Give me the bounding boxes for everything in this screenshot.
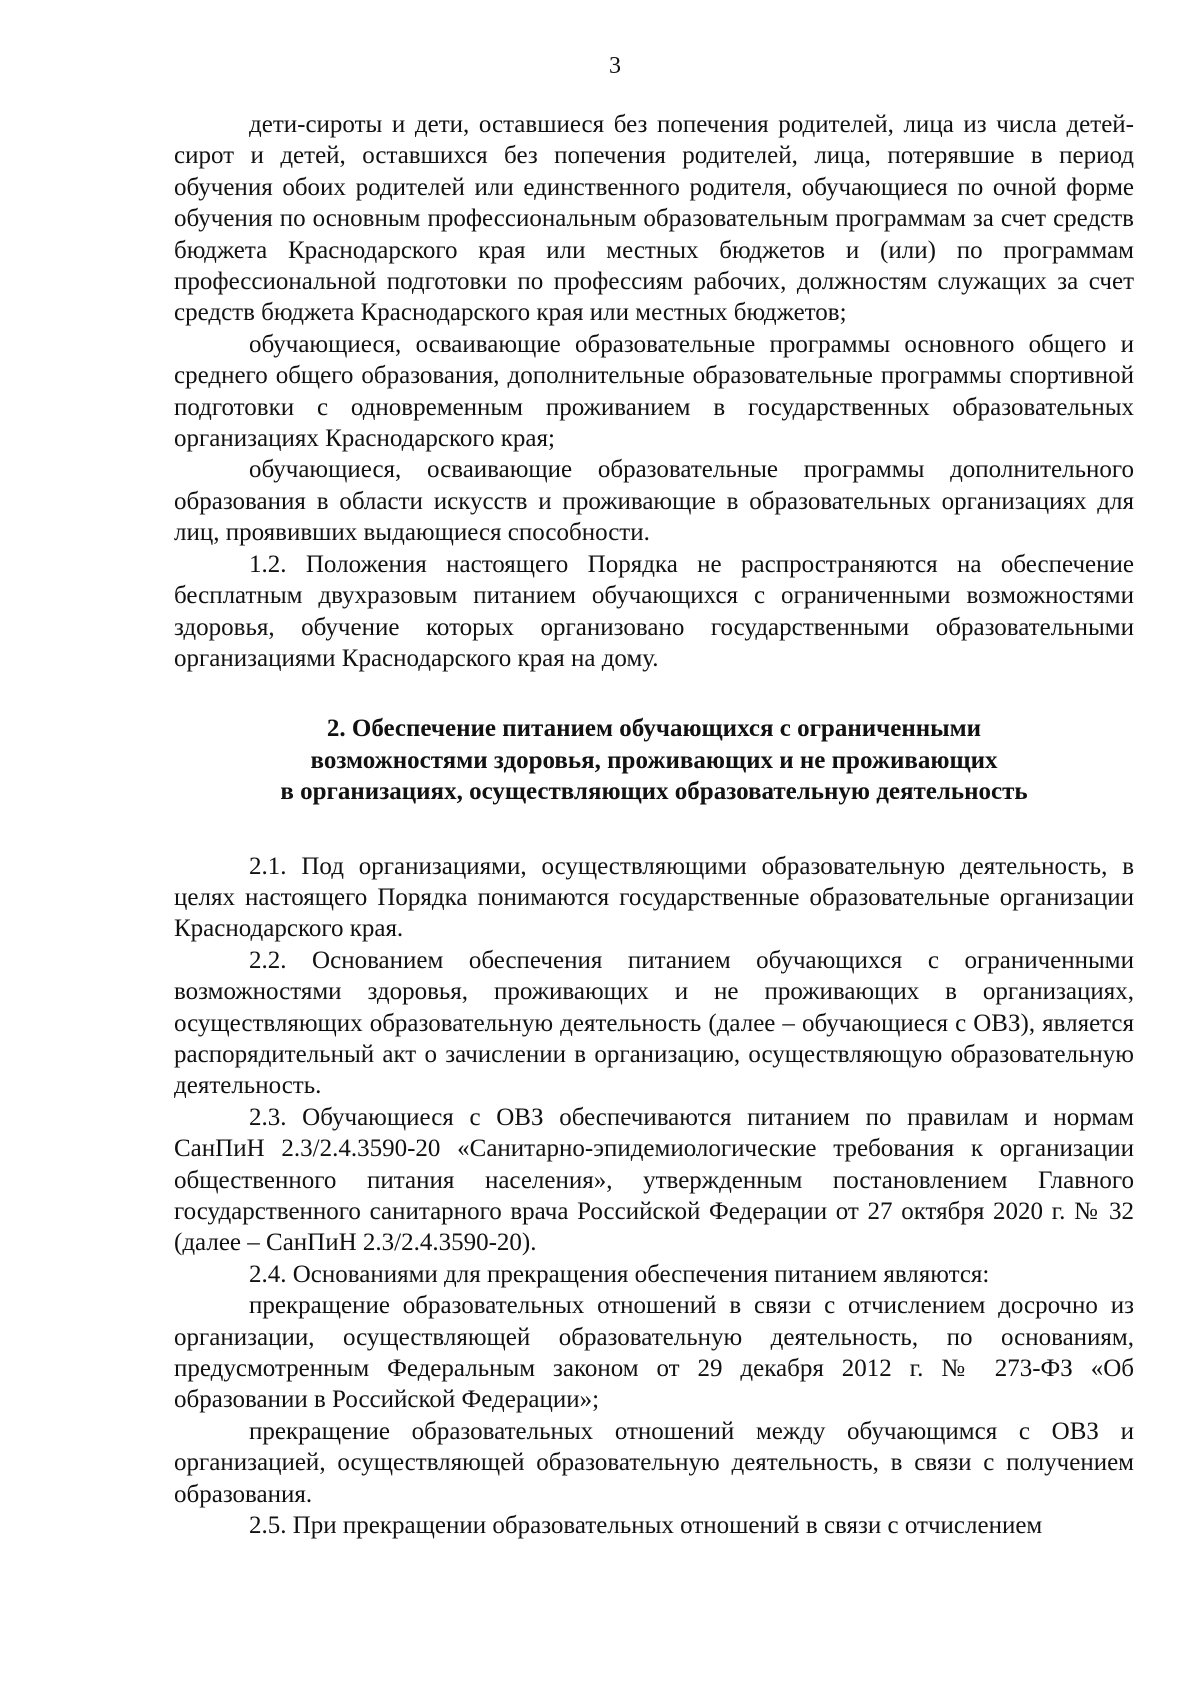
paragraph-orphans: дети-сироты и дети, оставшиеся без попечения родителей, лица из числа детей-сирот и детей, оставшихся без попечения родителей, лица, потерявшие в период обучения обоих родителей или единственного родителя, обучающиеся по очной форме обучения по основным профессиональным образовательным программам за счет средств бюджета Краснодарского края или местных бюджетов и (или) по программам профессиональной подготовки по профессиям рабочих, должностям служащих за счет средств бюджета Краснодарского края или местных бюджетов; [174, 111, 1134, 327]
section-2-heading-line-1: 2. Обеспечение питанием обучающихся с ограниченными [326, 715, 982, 743]
paragraph-termination-expulsion: прекращение образовательных отношений в связи с отчислением досрочно из организации, осуществляющей образовательную деятельность, по основаниям, предусмотренным Федеральным законом от 29 декабря 2012 г. № 273-ФЗ «Об образовании в Российской Федерации»; [174, 1292, 1134, 1414]
section-2-heading-line-3: в организациях, осуществляющих образовательную деятельность [280, 778, 1028, 806]
page-number: 3 [609, 53, 621, 79]
paragraph-2-2: 2.2. Основанием обеспечения питанием обучающихся с ограниченными возможностями здоровья, проживающих и не проживающих в организациях, осуществляющих образовательную деятельность (далее – обучающиеся с ОВЗ), является распорядительный акт о зачислении в организацию, осуществляющую образовательную деятельность. [174, 946, 1134, 1100]
paragraph-1-2: 1.2. Положения настоящего Порядка не распространяются на обеспечение бесплатным двухразовым питанием обучающихся с ограниченными возможностями здоровья, обучение которых организовано государственными образовательными организациями Краснодарского края на дому. [174, 550, 1134, 672]
paragraph-arts-students: обучающиеся, осваивающие образовательные программы дополнительного образования в области искусств и проживающие в образовательных организациях для лиц, проявивших выдающиеся способности. [174, 456, 1134, 547]
paragraph-general-education-students: обучающиеся, осваивающие образовательные программы основного общего и среднего общего образования, дополнительные образовательные программы спортивной подготовки с одновременным проживанием в государственных образовательных организациях Краснодарского края; [174, 330, 1134, 453]
paragraph-termination-completion: прекращение образовательных отношений между обучающимся с ОВЗ и организацией, осуществляющей образовательную деятельность, в связи с получением образования. [174, 1417, 1134, 1508]
paragraph-2-3: 2.3. Обучающиеся с ОВЗ обеспечиваются питанием по правилам и нормам СанПиН 2.3/2.4.3590-20 «Санитарно-эпидемиологические требования к организации общественного питания населения», утвержденным постановлением Главного государственного санитарного врача Российской Федерации от 27 октября 2020 г. № 32 (далее – СанПиН 2.3/2.4.3590-20). [174, 1103, 1134, 1257]
paragraph-2-4: 2.4. Основаниями для прекращения обеспечения питанием являются: [249, 1260, 990, 1288]
section-2-heading [174, 674, 1134, 850]
section-2-heading-line-2: возможностями здоровья, проживающих и не проживающих [310, 746, 998, 774]
paragraph-2-1: 2.1. Под организациями, осуществляющими образовательную деятельность, в целях настоящего Порядка понимаются государственные образовательные организации Краснодарского края. [174, 852, 1134, 943]
document-body [174, 109, 1134, 1541]
paragraph-2-5: 2.5. При прекращении образовательных отношений в связи с отчислением [249, 1512, 1043, 1540]
